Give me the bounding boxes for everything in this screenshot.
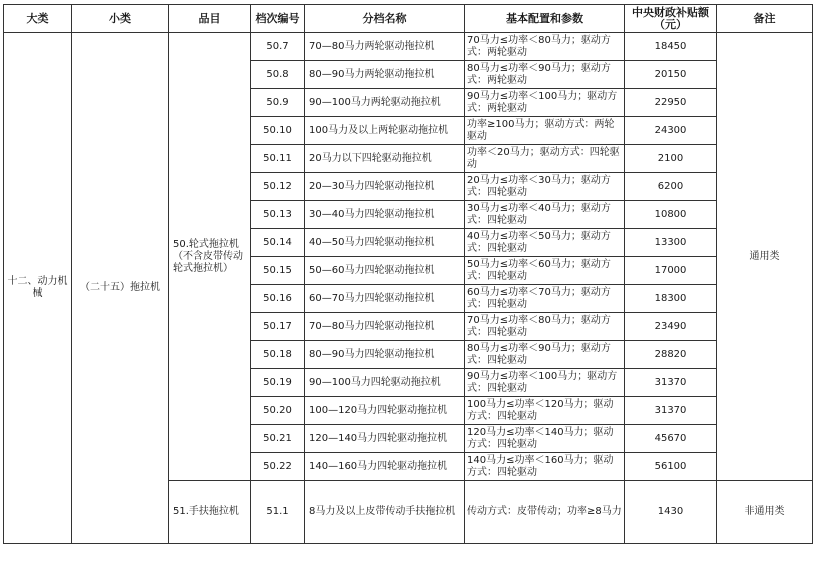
code-cell: 50.22 [251,453,305,481]
header-code: 档次编号 [251,5,305,33]
grade-name-cell: 80—90马力两轮驱动拖拉机 [305,61,465,89]
code-cell: 50.18 [251,341,305,369]
subsidy-cell: 6200 [625,173,717,201]
subsidy-cell: 28820 [625,341,717,369]
spec-cell: 功率≥100马力；驱动方式：两轮驱动 [465,117,625,145]
spec-cell: 80马力≤功率＜90马力；驱动方式：两轮驱动 [465,61,625,89]
subsidy-cell: 2100 [625,145,717,173]
subsidy-cell: 24300 [625,117,717,145]
subsidy-cell: 17000 [625,257,717,285]
code-cell: 50.16 [251,285,305,313]
subsidy-cell: 22950 [625,89,717,117]
spec-cell: 70马力≤功率＜80马力；驱动方式：四轮驱动 [465,313,625,341]
spec-cell: 40马力≤功率＜50马力；驱动方式：四轮驱动 [465,229,625,257]
code-cell: 51.1 [251,481,305,544]
code-cell: 50.21 [251,425,305,453]
grade-name-cell: 90—100马力两轮驱动拖拉机 [305,89,465,117]
item-walking-cell: 51.手扶拖拉机 [169,481,251,544]
spec-cell: 100马力≤功率＜120马力；驱动方式：四轮驱动 [465,397,625,425]
subsidy-cell: 20150 [625,61,717,89]
grade-name-cell: 120—140马力四轮驱动拖拉机 [305,425,465,453]
spec-cell: 20马力≤功率＜30马力；驱动方式：四轮驱动 [465,173,625,201]
grade-name-cell: 8马力及以上皮带传动手扶拖拉机 [305,481,465,544]
subsidy-cell: 1430 [625,481,717,544]
grade-name-cell: 140—160马力四轮驱动拖拉机 [305,453,465,481]
code-cell: 50.10 [251,117,305,145]
code-cell: 50.17 [251,313,305,341]
code-cell: 50.11 [251,145,305,173]
item-wheeled-cell: 50.轮式拖拉机（不含皮带传动轮式拖拉机） [169,33,251,481]
header-subcategory: 小类 [72,5,169,33]
code-cell: 50.12 [251,173,305,201]
code-cell: 50.7 [251,33,305,61]
header-subsidy: 中央财政补贴额（元） [625,5,717,33]
grade-name-cell: 60—70马力四轮驱动拖拉机 [305,285,465,313]
grade-name-cell: 70—80马力两轮驱动拖拉机 [305,33,465,61]
subsidy-cell: 31370 [625,397,717,425]
remark-nongeneral-cell: 非通用类 [717,481,813,544]
code-cell: 50.14 [251,229,305,257]
subcategory-cell: （二十五）拖拉机 [72,33,169,544]
code-cell: 50.9 [251,89,305,117]
subsidy-cell: 18300 [625,285,717,313]
grade-name-cell: 90—100马力四轮驱动拖拉机 [305,369,465,397]
grade-name-cell: 20—30马力四轮驱动拖拉机 [305,173,465,201]
header-spec: 基本配置和参数 [465,5,625,33]
spec-cell: 70马力≤功率＜80马力；驱动方式：两轮驱动 [465,33,625,61]
header-remark: 备注 [717,5,813,33]
spec-cell: 140马力≤功率＜160马力；驱动方式：四轮驱动 [465,453,625,481]
table-row [4,33,813,61]
spec-cell: 90马力≤功率＜100马力；驱动方式：两轮驱动 [465,89,625,117]
code-cell: 50.19 [251,369,305,397]
grade-name-cell: 30—40马力四轮驱动拖拉机 [305,201,465,229]
grade-name-cell: 40—50马力四轮驱动拖拉机 [305,229,465,257]
grade-name-cell: 70—80马力四轮驱动拖拉机 [305,313,465,341]
spec-cell: 60马力≤功率＜70马力；驱动方式：四轮驱动 [465,285,625,313]
subsidy-cell: 10800 [625,201,717,229]
remark-general-cell: 通用类 [717,33,813,481]
spec-cell: 功率＜20马力；驱动方式：四轮驱动 [465,145,625,173]
subsidy-cell: 45670 [625,425,717,453]
header-item: 品目 [169,5,251,33]
grade-name-cell: 50—60马力四轮驱动拖拉机 [305,257,465,285]
subsidy-cell: 56100 [625,453,717,481]
spec-cell: 120马力≤功率＜140马力；驱动方式：四轮驱动 [465,425,625,453]
code-cell: 50.13 [251,201,305,229]
header-category: 大类 [4,5,72,33]
subsidy-cell: 23490 [625,313,717,341]
header-row [4,5,813,33]
subsidy-cell: 31370 [625,369,717,397]
category-cell: 十二、动力机械 [4,33,72,544]
spec-cell: 50马力≤功率＜60马力；驱动方式：四轮驱动 [465,257,625,285]
grade-name-cell: 100马力及以上两轮驱动拖拉机 [305,117,465,145]
grade-name-cell: 80—90马力四轮驱动拖拉机 [305,341,465,369]
grade-name-cell: 20马力以下四轮驱动拖拉机 [305,145,465,173]
code-cell: 50.8 [251,61,305,89]
subsidy-cell: 18450 [625,33,717,61]
spec-cell: 传动方式：皮带传动；功率≥8马力 [465,481,625,544]
code-cell: 50.20 [251,397,305,425]
spec-cell: 30马力≤功率＜40马力；驱动方式：四轮驱动 [465,201,625,229]
code-cell: 50.15 [251,257,305,285]
spec-cell: 80马力≤功率＜90马力；驱动方式：四轮驱动 [465,341,625,369]
spec-cell: 90马力≤功率＜100马力；驱动方式：四轮驱动 [465,369,625,397]
subsidy-cell: 13300 [625,229,717,257]
subsidy-table [3,4,813,544]
header-grade-name: 分档名称 [305,5,465,33]
grade-name-cell: 100—120马力四轮驱动拖拉机 [305,397,465,425]
